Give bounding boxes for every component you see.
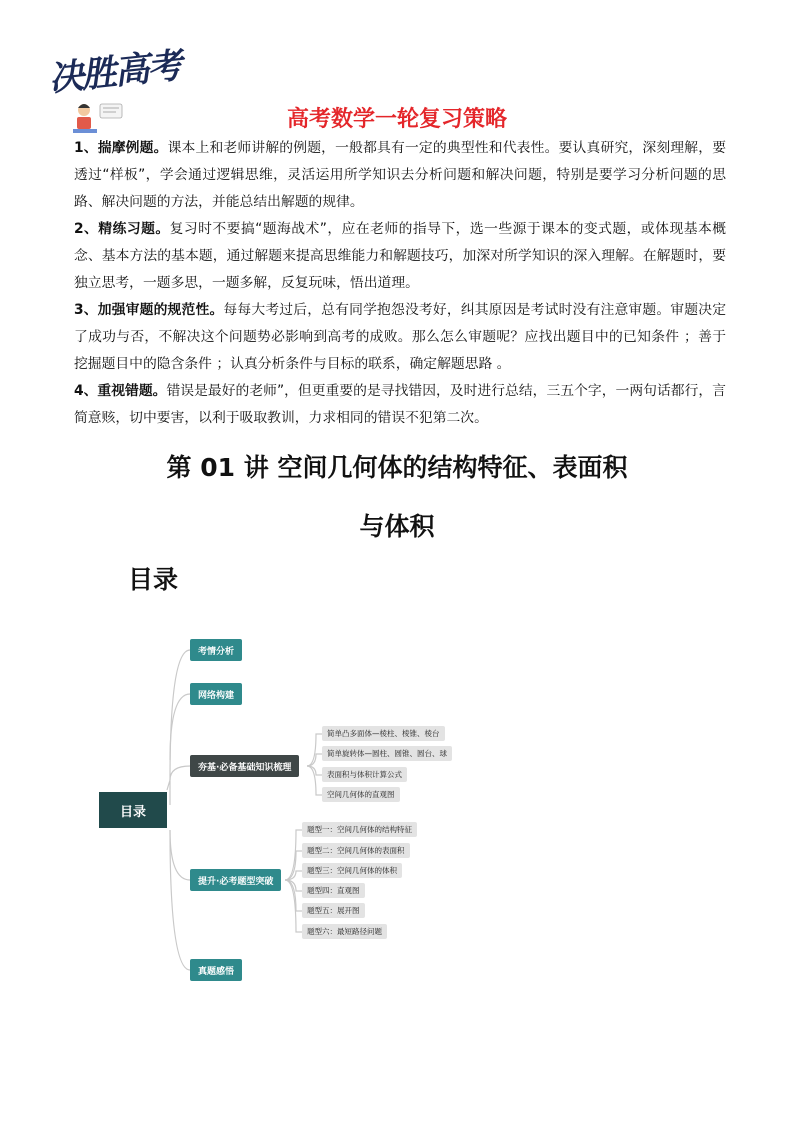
toc-branch-exam-review[interactable]: 真题感悟	[190, 959, 242, 981]
toc-branch-problem-types[interactable]: 提升·必考题型突破	[190, 869, 281, 891]
toc-item[interactable]: 题型一：空间几何体的结构特征	[302, 822, 417, 837]
toc-branch-basics[interactable]: 夯基·必备基础知识梳理	[190, 755, 299, 777]
toc-heading: 目录	[128, 565, 179, 594]
strategy-heading: 1、揣摩例题。	[74, 140, 168, 156]
lecture-title-line1: 第 01 讲 空间几何体的结构特征、表面积	[166, 453, 628, 482]
strategy-paragraph	[74, 378, 726, 432]
strategy-body: 每每大考过后，总有同学抱怨没考好，纠其原因是考试时没有注意审题。审题决定了成功与否，不解决这个问题势必影响到高考的成败。那么怎么审题呢？应找出题目中的已知条件 ；善于挖掘题目中的隐含条件 ；认真分析条件与目标的联系，确定解题思路 。	[74, 302, 726, 372]
lecture-title-line2: 与体积	[359, 512, 435, 541]
toc-item[interactable]: 表面积与体积计算公式	[322, 767, 407, 782]
logo-text: 决胜高考	[46, 45, 183, 100]
strategy-body: 课本上和老师讲解的例题，一般都具有一定的典型性和代表性。要认真研究，深刻理解，要透过“样板”，学会通过逻辑思维，灵活运用所学知识去分析问题和解决问题，特别是要学习分析问题的思路、解决问题的方法，并能总结出解题的规律。	[74, 140, 726, 210]
strategy-paragraph	[74, 216, 726, 297]
main-title: 高考数学一轮复习策略	[286, 107, 507, 132]
strategy-heading: 3、加强审题的规范性。	[74, 302, 224, 318]
toc-item[interactable]: 题型四：直观图	[302, 883, 365, 898]
strategy-body: 错误是最好的老师”，但更重要的是寻找错因，及时进行总结，三五个字，一两句话都行，言简意赅，切中要害，以利于吸取教训，力求相同的错误不犯第二次。	[74, 383, 726, 426]
strategy-paragraph	[74, 135, 726, 216]
toc-item[interactable]: 简单旋转体—圆柱、圆锥、圆台、球	[322, 746, 452, 761]
toc-mindmap	[90, 630, 470, 990]
toc-root-node: 目录	[99, 792, 167, 828]
toc-item[interactable]: 题型六：最短路径问题	[302, 924, 387, 939]
strategy-heading: 4、重视错题。	[74, 383, 167, 399]
strategy-body: 复习时不要搞“题海战术”，应在老师的指导下，选一些源于课本的变式题，或体现基本概念、基本方法的基本题，通过解题来提高思维能力和解题技巧，加深对所学知识的深入理解。在解题时，要独立思考，一题多思，一题多解，反复玩味，悟出道理。	[74, 221, 726, 291]
toc-item[interactable]: 题型二：空间几何体的表面积	[302, 843, 410, 858]
toc-item[interactable]: 空间几何体的直观图	[322, 787, 400, 802]
strategy-paragraphs	[74, 135, 726, 432]
toc-item[interactable]: 题型五：展开图	[302, 903, 365, 918]
toc-branch-network[interactable]: 网络构建	[190, 683, 242, 705]
strategy-heading: 2、精练习题。	[74, 221, 170, 237]
toc-branch-analysis[interactable]: 考情分析	[190, 639, 242, 661]
toc-item[interactable]: 题型三：空间几何体的体积	[302, 863, 402, 878]
toc-item[interactable]: 简单凸多面体—棱柱、棱锥、棱台	[322, 726, 445, 741]
strategy-paragraph	[74, 297, 726, 378]
